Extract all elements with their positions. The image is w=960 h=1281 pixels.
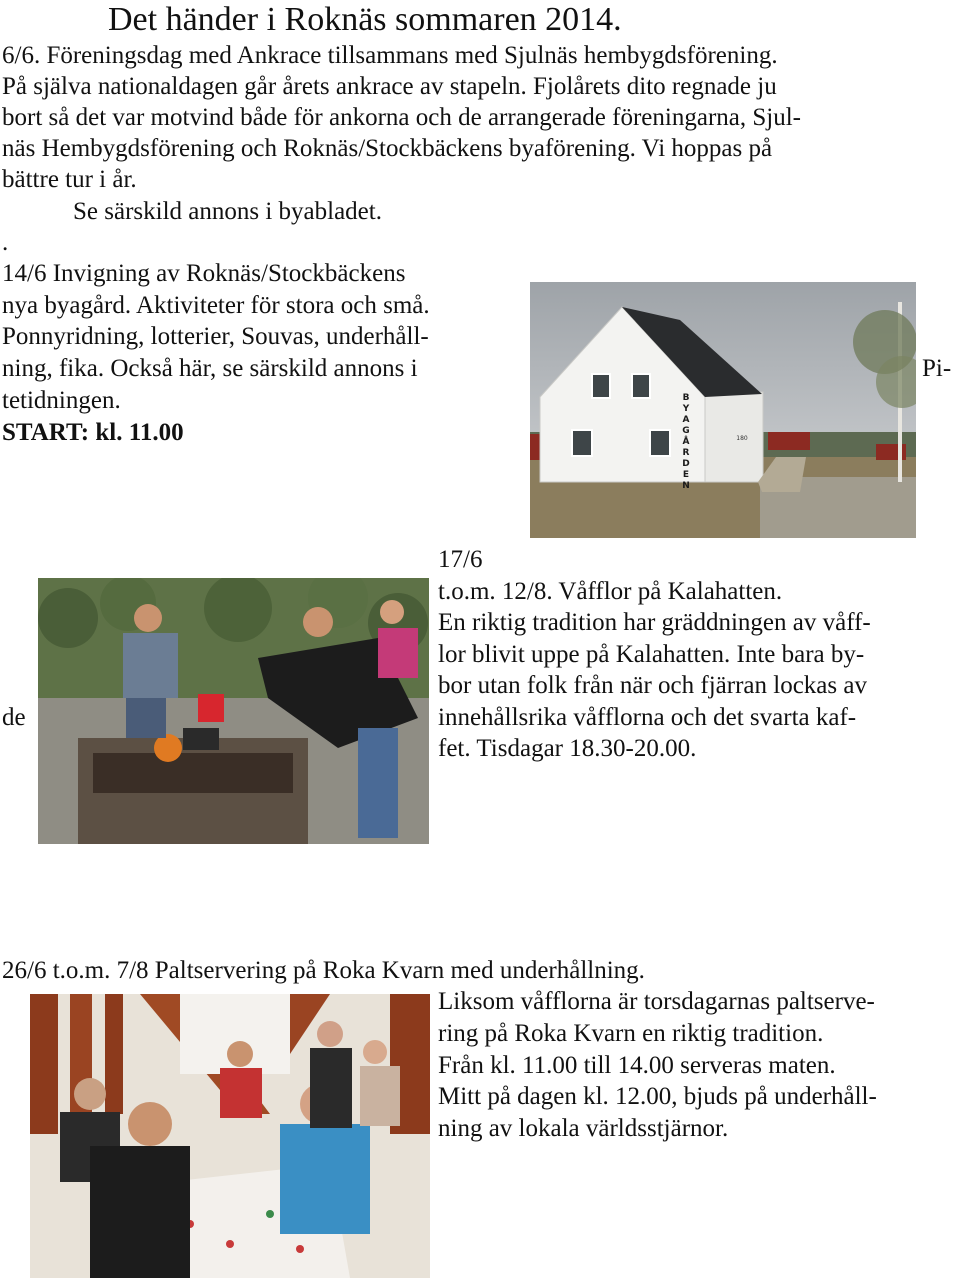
- sign-letter-9: N: [682, 481, 690, 491]
- section2-line-cont: tetidningen.: [2, 387, 121, 414]
- section1-note: Se särskild annons i byabladet.: [73, 198, 382, 225]
- sign-letter-5: Å: [682, 437, 690, 447]
- section1-line-5: bättre tur i år.: [2, 166, 137, 193]
- section2-line-end: Pi-: [922, 355, 952, 382]
- byagarden-photo: [530, 282, 916, 538]
- section4-line-2: ring på Roka Kvarn en riktig tradition.: [438, 1020, 824, 1047]
- section3-line-6: innehållsrika våfflorna och det svarta kaf-: [438, 704, 857, 731]
- sign-letter-1: B: [682, 393, 690, 403]
- section4-heading: 26/6 t.o.m. 7/8 Paltservering på Roka Kvarn med underhållning.: [2, 957, 645, 984]
- section3-line-7: fet. Tisdagar 18.30-20.00.: [438, 735, 697, 762]
- section2-line-3: Ponnyridning, lotterier, Souvas, underhåll-: [2, 323, 429, 350]
- sign-letter-6: R: [682, 448, 690, 458]
- section3-left-fragment: de: [2, 704, 26, 731]
- kalahatten-waffle-photo: [38, 578, 429, 844]
- section3-line-1: 17/6: [438, 546, 483, 573]
- sign-letter-8: E: [682, 470, 690, 480]
- section3-line-5: bor utan folk från när och fjärran lockas av: [438, 672, 867, 699]
- section1-line-3: bort så det var motvind både för ankorna och de arrangerade föreningarna, Sjul-: [2, 104, 801, 131]
- section1-line-4: näs Hembygdsförening och Roknäs/Stockbäckens byaförening. Vi hoppas på: [2, 135, 773, 162]
- section3-line-2: t.o.m. 12/8. Våfflor på Kalahatten.: [438, 578, 783, 605]
- house-number: 180: [736, 435, 748, 442]
- roka-kvarn-palt-photo-drawing: [30, 994, 430, 1278]
- sign-letter-7: D: [682, 459, 690, 469]
- section4-line-5: ning av lokala världsstjärnor.: [438, 1115, 729, 1142]
- sign-letter-3: A: [682, 415, 690, 425]
- section2-line-1: 14/6 Invigning av Roknäs/Stockbäckens: [2, 260, 406, 287]
- sign-letter-4: G: [682, 426, 690, 436]
- roka-kvarn-palt-photo: [30, 994, 430, 1278]
- kalahatten-waffle-photo-drawing: [38, 578, 429, 844]
- section3-line-4: lor blivit uppe på Kalahatten. Inte bara by-: [438, 641, 865, 668]
- byagarden-photo-drawing: [530, 282, 916, 538]
- sign-letter-2: Y: [682, 404, 690, 414]
- section1-line-2: På själva nationaldagen går årets ankrace av stapeln. Fjolårets dito regnade ju: [2, 73, 777, 100]
- section3-line-3: En riktig tradition har gräddningen av våff-: [438, 609, 871, 636]
- section2-line-4: ning, fika. Också här, se särskild annons i: [2, 355, 418, 382]
- section2-start-time: START: kl. 11.00: [2, 419, 184, 446]
- section4-line-1: Liksom våfflorna är torsdagarnas paltserve-: [438, 988, 875, 1015]
- section4-line-3: Från kl. 11.00 till 14.00 serveras maten.: [438, 1052, 836, 1079]
- section1-dot: .: [2, 229, 9, 256]
- section1-line-1: 6/6. Föreningsdag med Ankrace tillsammans med Sjulnäs hembygdsförening.: [2, 42, 778, 69]
- section4-line-4: Mitt på dagen kl. 12.00, bjuds på underhåll-: [438, 1083, 877, 1110]
- section2-line-2: nya byagård. Aktiviteter för stora och små.: [2, 292, 430, 319]
- page-title: Det händer i Roknäs sommaren 2014.: [108, 1, 622, 38]
